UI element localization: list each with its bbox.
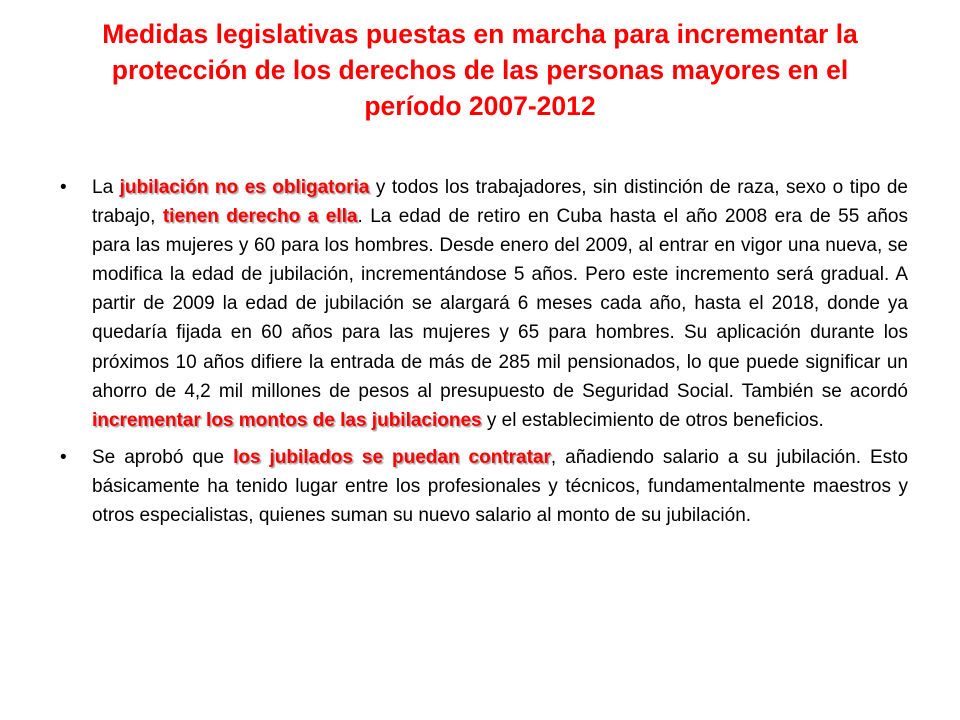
bullet-item-retirement <box>60 173 908 435</box>
highlight-phrase: tienen derecho a ella <box>162 206 358 228</box>
bullet-item-rehiring <box>60 443 908 530</box>
slide-title: Medidas legislativas puestas en marcha para incrementar la protección de los derechos de las personas mayores en el período 2007-2012 <box>102 19 858 121</box>
highlight-phrase: los jubilados se puedan contratar <box>233 446 551 468</box>
bullet-text-segment: Se aprobó que <box>92 446 234 468</box>
bullet-icon: • <box>60 446 67 468</box>
bullet-text-segment: , añadiendo salario a su jubilación. Esto básicamente ha tenido lugar entre los profesionales y técnicos, fundamentalmente maestros y otros especialistas, quienes suman su nuevo salario al monto de su jubilación. <box>92 446 908 527</box>
highlight-phrase: incrementar los montos de las jubilaciones <box>92 409 482 431</box>
bullet-list <box>60 173 908 538</box>
bullet-icon: • <box>60 177 67 198</box>
highlight-phrase: jubilación no es obligatoria <box>119 177 370 198</box>
bullet-text-segment: y todos los trabajadores, sin distinción de raza, sexo o tipo de trabajo, <box>92 177 908 228</box>
bullet-text-segment: y el establecimiento de otros beneficios. <box>481 409 824 431</box>
bullet-text-segment: La <box>92 177 120 198</box>
bullet-text-segment: . La edad de retiro en Cuba hasta el año 2008 era de 55 años para las mujeres y 60 para los hombres. Desde enero del 2009, al entrar en vigor una nueva, se modifica la edad de jubilación, incrementándose 5 años. Pero este incremento será gradual. A partir de 2009 la edad de jubilación se alargará 6 meses cada año, hasta el 2018, donde ya quedaría fijada en 60 años para las mujeres y 65 para hombres. Su aplicación durante los próximos 10 años difiere la entrada de más de 285 mil pensionados, lo que puede significar un ahorro de 4,2 mil millones de pesos al presupuesto de Seguridad Social. También se acordó <box>92 206 908 402</box>
